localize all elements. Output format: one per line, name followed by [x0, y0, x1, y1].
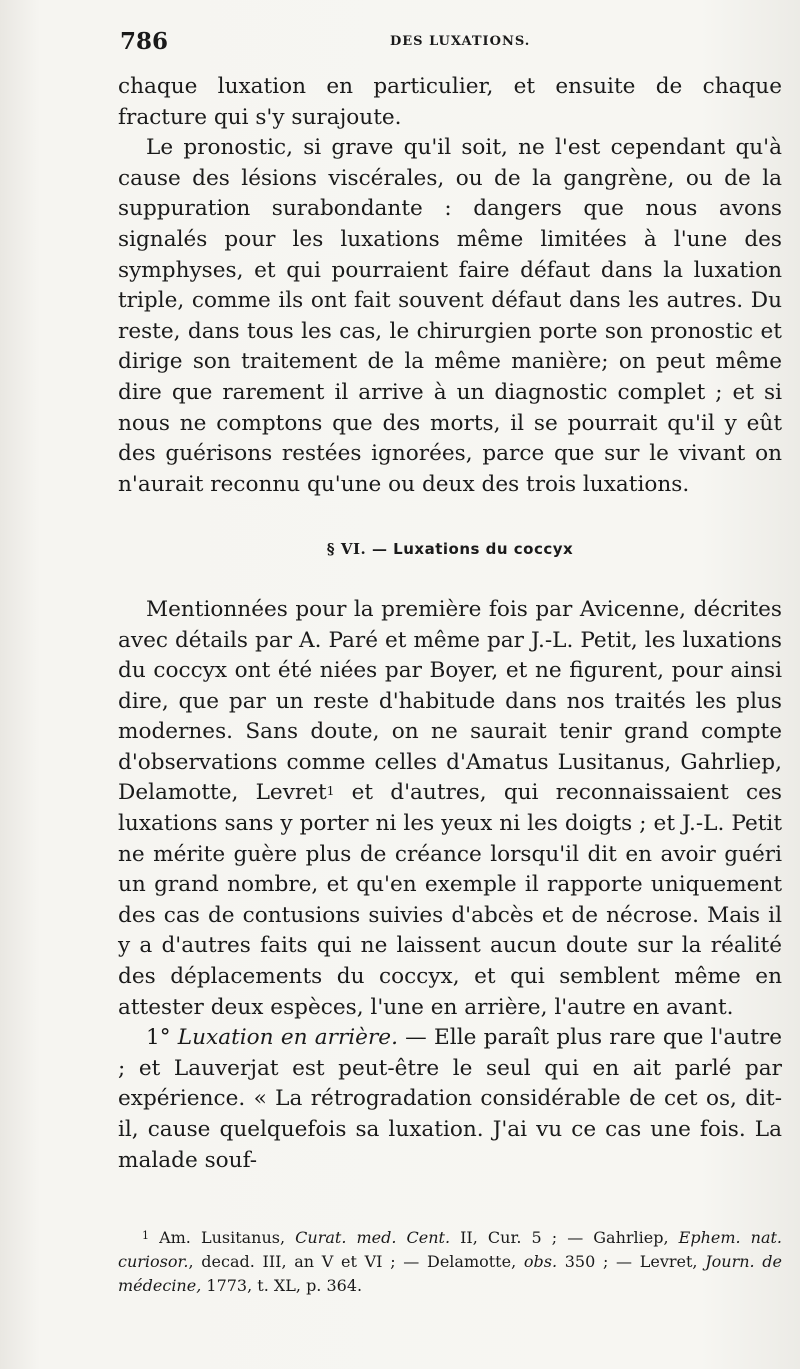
footnote-reference: 1: [326, 784, 335, 799]
footnote-text: , decad. III, an V et VI ; — Delamotte,: [188, 1252, 524, 1271]
section-marker: § VI.: [326, 540, 367, 559]
footnote-text: 350 ; — Levret,: [557, 1252, 706, 1271]
paragraph-text: et d'autres, qui reconnaissaient ces luxations sans y porter ni les yeux ni les doigts ; et J.-L. Petit ne mérite guère plus de créance lorsqu'il dit en avoir guéri un grand nombre, et qu'en exemple il rapporte uniquement des cas de contusions suivies d'abcès et de nécrose. Mais il y a d'autres faits qui ne laissent aucun doute sur la réalité des déplacements du coccyx, et qui semblent même en attester deux espèces, l'une en arrière, l'autre en avant.: [118, 780, 783, 1020]
page-header: [120, 28, 780, 64]
paragraph-luxation-arriere: [118, 1023, 782, 1176]
footnote-italic: obs.: [523, 1252, 558, 1271]
footnote-text: 1773, t. XL, p. 364.: [201, 1276, 363, 1295]
body-text: [118, 72, 782, 1176]
page-number: 786: [120, 28, 169, 55]
footnote-text: Am. Lusitanus,: [149, 1228, 296, 1247]
paragraph-continuation: chaque luxation en particulier, et ensuite de chaque fracture qui s'y surajoute.: [118, 74, 782, 130]
running-head: DES LUXATIONS.: [390, 34, 531, 49]
footnotes: [118, 1226, 782, 1298]
paragraph-text: — Elle paraît plus rare que l'autre ; et Lauverjat est peut-être le seul qui en ait parlé par expérience. « La rétrogradation considérable de cet os, dit-il, cause quelquefois sa luxation. J'ai vu ce cas une fois. La malade souf-: [118, 1025, 782, 1173]
paragraph-coccyx-intro: [118, 595, 782, 1023]
section-title: Luxations du coccyx: [393, 540, 574, 559]
footnote-italic: Journ. de médecine,: [118, 1252, 783, 1295]
footnote: [118, 1226, 782, 1298]
footnote-text: II, Cur. 5 ; — Gahrliep,: [450, 1228, 679, 1247]
footnote-marker: 1: [142, 1229, 149, 1242]
section-heading: [118, 534, 782, 565]
paragraph-prognosis: Le pronostic, si grave qu'il soit, ne l'est cependant qu'à cause des lésions viscérales, ou de la gangrène, ou de la suppuration surabondante : dangers que nous avons signalés pour les luxations même limitées à l'une des symphyses, et qui pourraient faire défaut dans la luxation triple, comme ils ont fait souvent défaut dans les autres. Du reste, dans tous les cas, le chirurgien porte son pronostic et dirige son traitement de la même manière; on peut même dire que rarement il arrive à un diagnostic complet ; et si nous ne comptons que des morts, il se pourrait qu'il y eût des guérisons restées ignorées, parce que sur le vivant on n'aurait reconnu qu'une ou deux des trois luxations.: [118, 135, 782, 497]
section-dash: —: [366, 540, 394, 559]
footnote-italic: Ephem. nat. curiosor.: [118, 1228, 783, 1271]
footnote-italic: Curat. med. Cent.: [295, 1228, 451, 1247]
subsection-number: 1°: [146, 1025, 171, 1051]
subsection-title: Luxation en arrière.: [177, 1025, 398, 1051]
paragraph-text: Mentionnées pour la première fois par Avicenne, décrites avec détails par A. Paré et même par J.-L. Petit, les luxations du coccyx ont été niées par Boyer, et ne figurent, pour ainsi dire, que par un reste d'habitude dans nos traités les plus modernes. Sans doute, on ne saurait tenir grand compte d'observations comme celles d'Amatus Lusitanus, Gahrliep, Delamotte, Levret: [118, 596, 782, 806]
